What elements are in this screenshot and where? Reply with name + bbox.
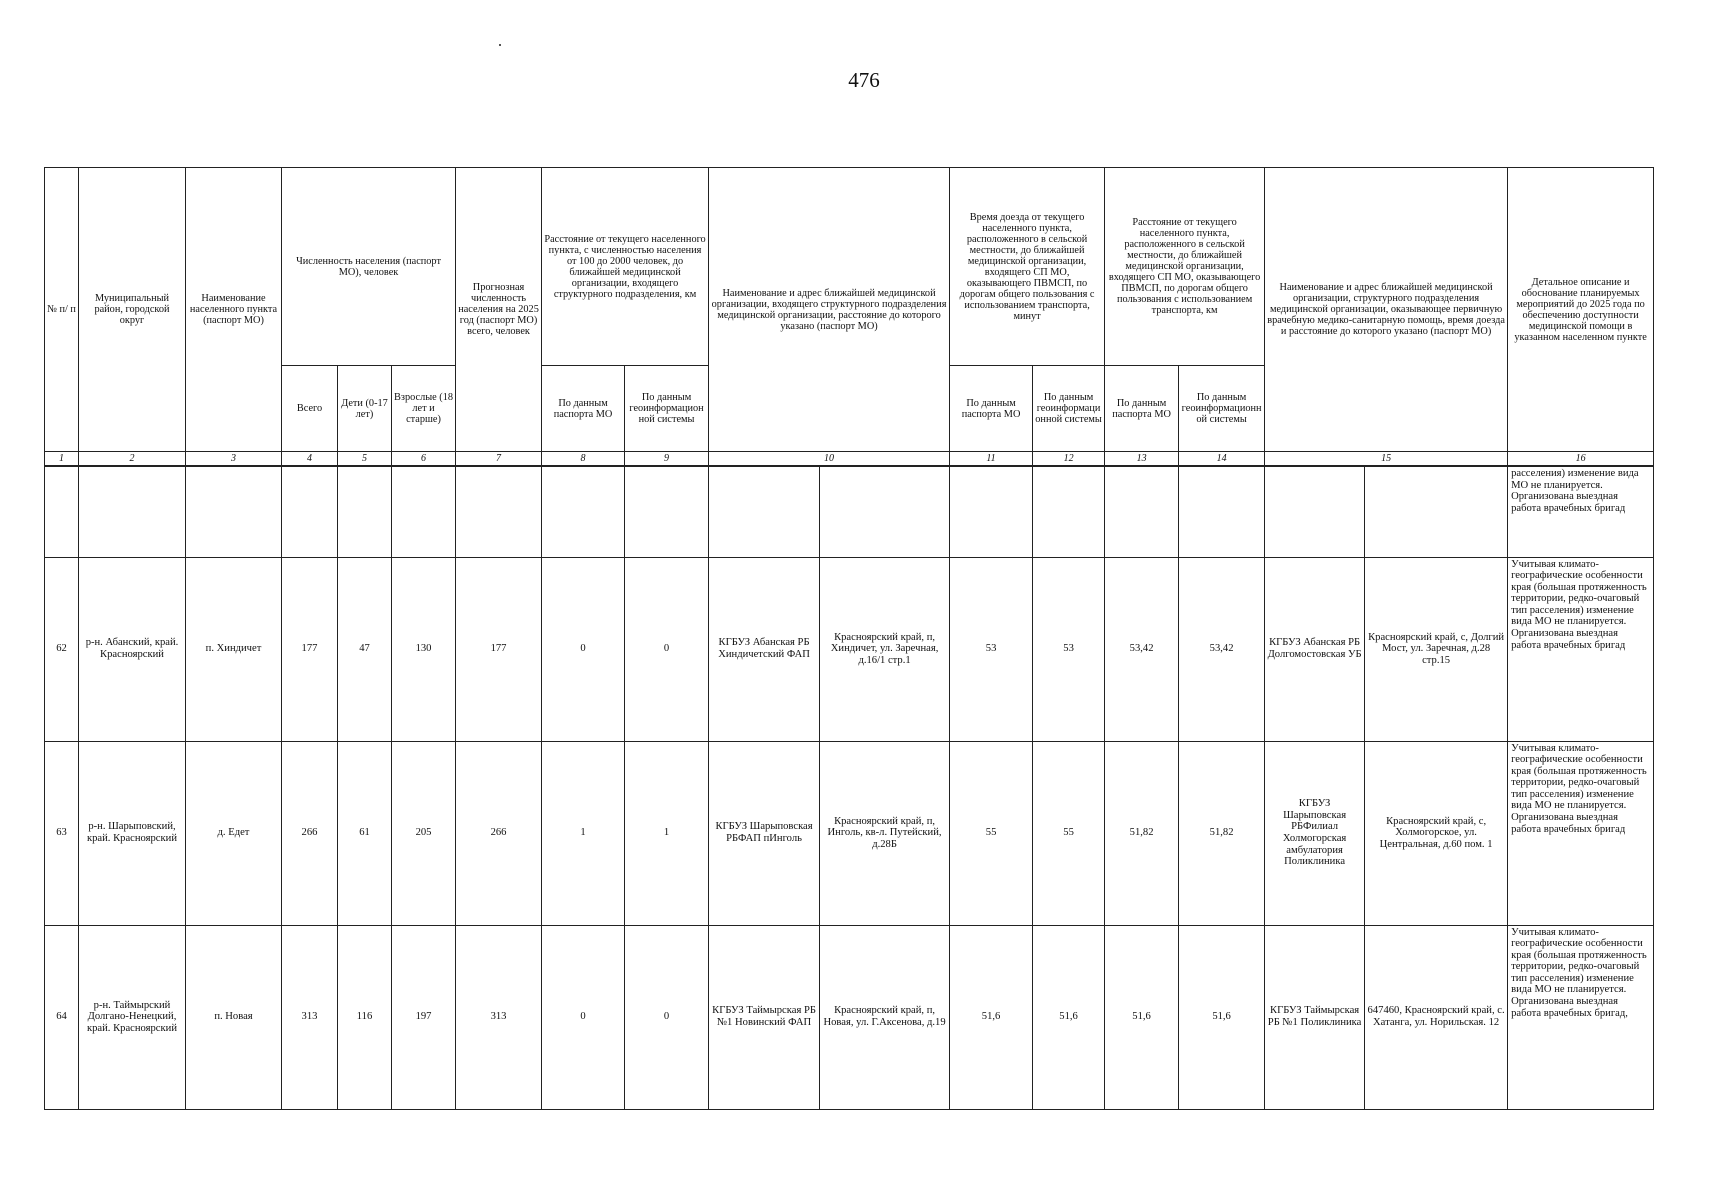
row-dist-gis: 1 [625,741,709,925]
row-km-gis: 53,42 [1179,557,1265,741]
row-time-passport: 55 [950,741,1033,925]
table-row [45,741,1654,925]
row-primary-mo-name: КГБУЗ Таймырская РБ №1 Поликлиника [1265,925,1365,1109]
row-description: Учитывая климато-географические особенности края (большая протяженность территории, редко-очаговый тип расселения) изменение вида МО не планируется. Организована выездная работа врачебных бригад [1508,741,1654,925]
row-time-gis: 55 [1033,741,1105,925]
table-row [45,925,1654,1109]
column-number: 12 [1033,452,1105,467]
header-dist-gis: По данным геоинформационной системы [625,366,709,452]
row-total: 177 [282,557,338,741]
header-forecast: Прогнозная численность населения на 2025 год (паспорт МО) всего, человек [456,168,542,452]
header-settlement: Наименование населенного пункта (паспорт МО) [186,168,282,452]
row-description: Учитывая климато-географические особенности края (большая протяженность территории, редко-очаговый тип расселения) изменение вида МО не планируется. Организована выездная работа врачебных бригад, [1508,925,1654,1109]
row-primary-mo-address: Красноярский край, с, Долгий Мост, ул. Заречная, д.28 стр.15 [1365,557,1508,741]
row-district: р-н. Таймырский Долгано-Ненецкий, край. Красноярский [79,925,186,1109]
row-settlement: п. Хиндичет [186,557,282,741]
row-number: 64 [45,925,79,1109]
header-population: Численность населения (паспорт МО), человек [282,168,456,366]
column-number-row [45,452,1654,467]
column-number: 3 [186,452,282,467]
row-children: 47 [338,557,392,741]
header-km-gis: По данным геоинформационной системы [1179,366,1265,452]
column-number: 16 [1508,452,1654,467]
header-primary-mo: Наименование и адрес ближайшей медицинской организации, структурного подразделения медицинской организации, оказывающее первичную врачебную медико-санитарную помощь, время доезда и расстояние до которого указано (паспорт МО) [1265,168,1508,452]
header-km-passport: По данным паспорта МО [1105,366,1179,452]
column-number: 10 [709,452,950,467]
row-dist-passport: 0 [542,925,625,1109]
column-number: 15 [1265,452,1508,467]
row-km-passport: 53,42 [1105,557,1179,741]
row-mo-address: Красноярский край, п, Инголь, кв-л. Путейский, д.28Б [820,741,950,925]
row-time-passport: 51,6 [950,925,1033,1109]
row-km-gis: 51,82 [1179,741,1265,925]
column-number: 14 [1179,452,1265,467]
header-distance-rural: Расстояние от текущего населенного пункта, расположенного в сельской местности, до ближайшей медицинской организации, входящего СП МО, оказывающего ПВМСП, по дорогам общего пользования с использованием транспорта, км [1105,168,1265,366]
scan-speck [499,44,501,46]
row-km-gis: 51,6 [1179,925,1265,1109]
row-district: р-н. Шарыповский, край. Красноярский [79,741,186,925]
row-primary-mo-address: Красноярский край, с, Холмогорское, ул. Центральная, д.60 пом. 1 [1365,741,1508,925]
row-primary-mo-address: 647460, Красноярский край, с. Хатанга, ул. Норильская. 12 [1365,925,1508,1109]
row-district: р-н. Абанский, край. Красноярский [79,557,186,741]
column-number: 5 [338,452,392,467]
row-km-passport: 51,82 [1105,741,1179,925]
column-number: 11 [950,452,1033,467]
header-total: Всего [282,366,338,452]
row-dist-gis: 0 [625,925,709,1109]
header-description: Детальное описание и обоснование планируемых мероприятий до 2025 года по обеспечению доступности медицинской помощи в указанном населенном пункте [1508,168,1654,452]
column-number: 1 [45,452,79,467]
row-children: 61 [338,741,392,925]
page-number: 476 [848,68,880,92]
row-settlement: п. Новая [186,925,282,1109]
table-row [45,557,1654,741]
header-distance-100: Расстояние от текущего населенного пункта, с численностью населения от 100 до 2000 человек, до ближайшей медицинской организации, входящего структурного подразделения, км [542,168,709,366]
row-adults: 197 [392,925,456,1109]
row-children: 116 [338,925,392,1109]
row-description: Учитывая климато-географические особенности края (большая протяженность территории, редко-очаговый тип расселения) изменение вида МО не планируется. Организована выездная работа врачебных бригад [1508,557,1654,741]
row-total: 266 [282,741,338,925]
row-forecast: 266 [456,741,542,925]
column-number: 6 [392,452,456,467]
row-number: 63 [45,741,79,925]
row-forecast: 177 [456,557,542,741]
row-primary-mo-name: КГБУЗ Абанская РБ Долгомостовская УБ [1265,557,1365,741]
header-adults: Взрослые (18 лет и старше) [392,366,456,452]
continuation-description: расселения) изменение вида МО не планируется. Организована выездная работа врачебных бригад [1508,466,1654,557]
row-dist-passport: 1 [542,741,625,925]
row-mo-name: КГБУЗ Шарыповская РБФАП пИнголь [709,741,820,925]
row-time-passport: 53 [950,557,1033,741]
column-number: 8 [542,452,625,467]
table-row-continuation [45,466,1654,557]
facilities-table [44,167,1654,1110]
header-children: Дети (0-17 лет) [338,366,392,452]
column-number: 13 [1105,452,1179,467]
row-number: 62 [45,557,79,741]
row-adults: 205 [392,741,456,925]
row-total: 313 [282,925,338,1109]
row-mo-address: Красноярский край, п, Хиндичет, ул. Заречная, д.16/1 стр.1 [820,557,950,741]
column-number: 2 [79,452,186,467]
column-number: 7 [456,452,542,467]
row-mo-name: КГБУЗ Таймырская РБ №1 Новинский ФАП [709,925,820,1109]
column-number: 4 [282,452,338,467]
header-dist-passport: По данным паспорта МО [542,366,625,452]
row-mo-name: КГБУЗ Абанская РБ Хиндичетский ФАП [709,557,820,741]
header-travel-time: Время доезда от текущего населенного пункта, расположенного в сельской местности, до ближайшей медицинской организации, входящего СП МО, оказывающего ПВМСП, по дорогам общего пользования с использованием транспорта, минут [950,168,1105,366]
row-settlement: д. Едет [186,741,282,925]
row-adults: 130 [392,557,456,741]
row-km-passport: 51,6 [1105,925,1179,1109]
header-nearest-mo: Наименование и адрес ближайшей медицинской организации, входящего структурного подразделения медицинской организации, расстояние до которого указано (паспорт МО) [709,168,950,452]
header-district: Муниципальный район, городской округ [79,168,186,452]
row-time-gis: 53 [1033,557,1105,741]
row-dist-passport: 0 [542,557,625,741]
header-time-gis: По данным геоинформационной системы [1033,366,1105,452]
row-dist-gis: 0 [625,557,709,741]
row-mo-address: Красноярский край, п, Новая, ул. Г.Аксенова, д.19 [820,925,950,1109]
column-number: 9 [625,452,709,467]
row-forecast: 313 [456,925,542,1109]
row-time-gis: 51,6 [1033,925,1105,1109]
header-time-passport: По данным паспорта МО [950,366,1033,452]
header-number: № п/ п [45,168,79,452]
row-primary-mo-name: КГБУЗ Шарыповская РБФилиал Холмогорская амбулатория Поликлиника [1265,741,1365,925]
